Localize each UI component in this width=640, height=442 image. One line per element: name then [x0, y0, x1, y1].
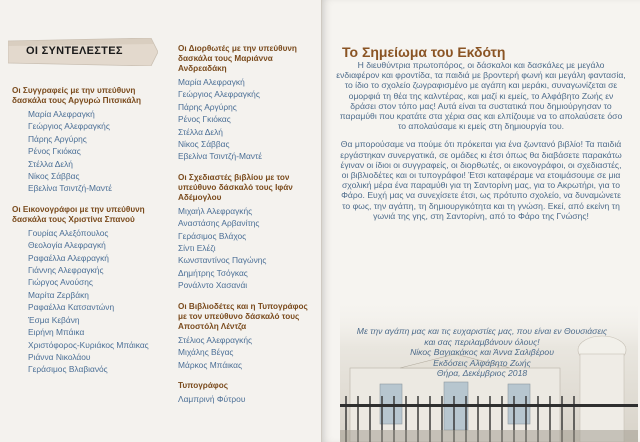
section-heading: Οι Βιβλιοδέτες και η Τυπογράφος με τον υπεύθυνο δάσκαλό τους Αποστόλη Λέντζα [178, 301, 308, 331]
paragraph: Θα μπορούσαμε να πούμε ότι πρόκειται για ένα ζωντανό βιβλίο! Τα παιδιά εργάστηκαν συνεργατικά, σε ομάδες κι έτσι όπως θα διαβάσετε παρακάτω έγιναν οι ίδιοι οι συγγραφείς, οι διορθωτές, οι εικονογράφοι, οι σχεδιαστές, οι βιβλιοδέτες και οι τυπογράφοι! Έτσι καταφέραμε να ετοιμάσουμε σε μια σχολική μέρα ένα παραμύθι για τη Σαντορίνη μας, για το Ακρωτήρι, για το Φάρο. Ευχή μας να συνεχίσετε έτσι, ως πρότυπο σχολείο, να δυναμώνετε το φως, την αγάπη, τη δημιουργικότητα και τη γνώση. Εκεί, από εκείνη τη γωνιά της γης, στη Σαντορίνη, από το Φάρο της Γνώσης! [340, 139, 622, 221]
list-item: Στέλιος Αλεφραγκής [178, 334, 253, 345]
list-item: Ρένος Γκιόκας [28, 146, 81, 157]
list-item: Εβελίνα Τσιντζή-Μαντέ [28, 183, 113, 194]
list-item: Γιάννης Αλεφραγκής [28, 265, 104, 276]
paragraph: Η διευθύντρια πρωτοπόρος, οι δάσκαλοι και δασκάλες με μεγάλο ενδιαφέρον και φροντίδα, τα παιδιά με βροντερή φωνή και μεγάλη φαντασία, το ίδιο το σχολείο ζωγραφισμένο με αγάπη και μεράκι, συναγωνίζεται σε ομορφιά τη θέα της καλντέρας, και μαζί κι εμείς, το Αλφάβητο Ζωής εν δράσει στον τόπο μας! Αυτά είναι τα συστατικά που δημιούργησαν το παραμύθι που κρατάτε στα χέρια σας και ελπίζουμε να το απολαύσετε όσο το απολαύσαμε κι εμείς στη δημιουργία του. [336, 60, 626, 132]
section-heading: Οι Συγγραφείς με την υπεύθυνη δασκάλα τους Αργυρώ Πιτσικάλη [12, 86, 142, 105]
signature-line: Εκδόσεις Αλφάβητο Ζωής [433, 357, 531, 368]
list-item: Νίκος Σάββας [178, 139, 230, 150]
list-item: Έσμα Κεβάνη [28, 314, 80, 325]
list-item: Μιχαήλ Αλεφραγκής [178, 205, 253, 216]
publisher-note-body [336, 60, 626, 229]
list-item: Γεώργιος Αλεφραγκής [178, 89, 260, 100]
list-item: Λαμπρινή Φύτρου [178, 393, 246, 404]
thanks-line: Με την αγάπη μας και τις ευχαριστίες μας, που είναι εν Θουσιάσεις και σας περιλαμβάνουν όλους! [356, 326, 608, 347]
list-item: Γιώργος Ανούσης [28, 277, 93, 288]
typographer-list [178, 393, 316, 405]
list-item: Νίκος Σάββας [28, 171, 80, 182]
section-heading: Τυπογράφος [178, 380, 228, 390]
list-item: Θεολογία Αλεφραγκή [28, 240, 106, 251]
proofreaders-list [178, 76, 316, 163]
list-item: Γεώργιος Αλεφραγκής [28, 121, 110, 132]
publisher-signature [352, 326, 612, 379]
list-item: Ρένος Γκιόκας [178, 114, 231, 125]
page-title: Το Σημείωμα του Εκδότη [342, 44, 506, 60]
authors-list [12, 108, 160, 195]
list-item: Γεράσιμος Βλάχος [178, 230, 247, 241]
list-item: Στέλλα Δελή [178, 126, 223, 137]
section-heading: Οι Εικονογράφοι με την υπεύθυνη δασκάλα τους Χριστίνα Σπανού [12, 204, 145, 224]
illustrators-list [12, 227, 160, 376]
list-item: Ραφαέλλα Αλεφραγκή [28, 252, 109, 263]
list-item: Ραφαέλλα Κατσαντώνη [28, 302, 115, 313]
list-item: Δημήτρης Τσόγκας [178, 267, 248, 278]
list-item: Σίντι Ελέζι [178, 243, 216, 254]
list-item: Ρονάλντο Χασανάι [178, 280, 248, 291]
list-item: Μαρία Αλεφραγκή [28, 109, 95, 119]
list-item: Στέλλα Δελή [28, 158, 73, 169]
list-item: Αναστάσης Αρβανίτης [178, 218, 260, 229]
contributors-column-1 [12, 86, 160, 386]
list-item: Κωνσταντίνος Παγώνης [178, 255, 267, 266]
list-item: Πάρης Αργύρης [28, 133, 87, 144]
signature-line: Νίκος Βαγιακάκος και Άννα Σαλιβέρου [410, 347, 554, 357]
designers-list [178, 205, 316, 292]
list-item: Εβελίνα Τσιντζή-Μαντέ [178, 151, 263, 162]
list-item: Χριστόφορος-Κυριάκος Μπάικας [28, 339, 149, 350]
section-heading: Οι Διορθωτές με την υπεύθυνη δασκάλα τους Μαριάννα Ανδρεαδάκη [178, 44, 297, 73]
list-item: Γουρίας Αλεξόπουλος [28, 227, 109, 238]
contributors-banner-title: ΟΙ ΣΥΝΤΕΛΕΣΤΕΣ [26, 45, 123, 57]
list-item: Γεράσιμος Βλαβιανός [28, 364, 108, 375]
list-item: Μαρίτα Ζερβάκη [28, 289, 89, 300]
list-item: Πάρης Αργύρης [178, 101, 237, 112]
list-item: Ριάννα Νικολάου [28, 351, 91, 362]
signature-line: Θήρα, Δεκέμβριος 2018 [436, 368, 528, 378]
section-heading: Οι Σχεδιαστές βιβλίου με τον υπεύθυνο δάσκαλό τους Ιφάν Αδέμογλου [178, 172, 293, 202]
list-item: Ειρήνη Μπάικα [28, 327, 85, 338]
bookbinders-list [178, 334, 316, 371]
list-item: Μάρκος Μπάικας [178, 359, 242, 370]
list-item: Μιχάλης Βέγας [178, 347, 234, 358]
contributors-column-2 [178, 44, 316, 415]
list-item: Μαρία Αλεφραγκή [178, 77, 245, 87]
